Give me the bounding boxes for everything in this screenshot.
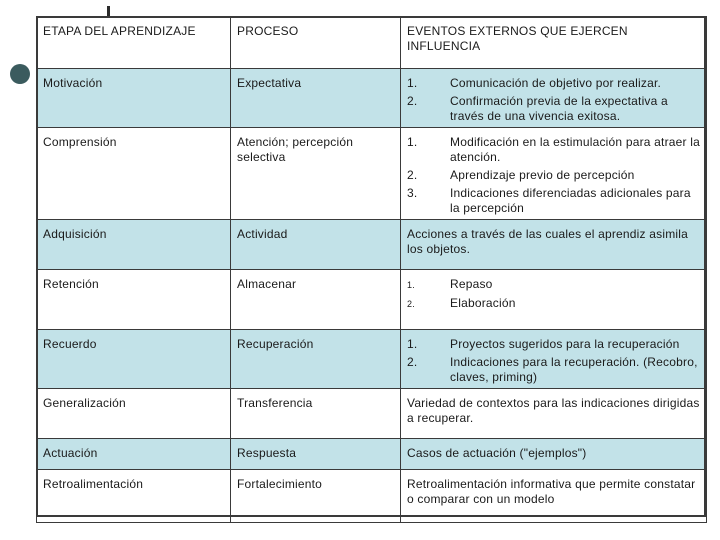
header-proceso: PROCESO — [231, 17, 401, 69]
cell-proceso: Almacenar — [231, 270, 401, 330]
cell-etapa: Actuación — [37, 439, 231, 470]
decorative-dot-dark — [10, 64, 30, 84]
header-eventos: EVENTOS EXTERNOS QUE EJERCEN INFLUENCIA — [401, 17, 707, 69]
list-item: 2. Elaboración — [407, 296, 516, 310]
cell-proceso: Fortalecimiento — [231, 470, 401, 523]
cell-eventos: Variedad de contextos para las indicaciones dirigidas a recuperar. — [401, 389, 707, 439]
list-item: 2. Aprendizaje previo de percepción — [407, 168, 635, 182]
cell-etapa: Generalización — [37, 389, 231, 439]
list-item: 2. Confirmación previa de la expectativa a través de una vivencia exitosa. — [407, 94, 668, 123]
cell-proceso: Actividad — [231, 220, 401, 270]
cell-proceso: Recuperación — [231, 330, 401, 389]
header-etapa: ETAPA DEL APRENDIZAJE — [37, 17, 231, 69]
cell-etapa: Motivación — [37, 69, 231, 128]
list-item: 1. Comunicación de objetivo por realizar. — [407, 76, 662, 90]
cell-etapa: Retención — [37, 270, 231, 330]
list-item: 1. Proyectos sugeridos para la recuperación — [407, 337, 680, 351]
cell-proceso: Respuesta — [231, 439, 401, 470]
list-item: 1. Repaso — [407, 277, 493, 291]
cell-proceso: Atención; percepción selectiva — [231, 128, 401, 220]
list-item: 1. Modificación en la estimulación para atraer la atención. — [407, 135, 700, 164]
cell-proceso: Transferencia — [231, 389, 401, 439]
cell-eventos: Acciones a través de las cuales el aprendiz asimila los objetos. — [401, 220, 707, 270]
cell-etapa: Adquisición — [37, 220, 231, 270]
cell-eventos: Casos de actuación ("ejemplos") — [401, 439, 707, 470]
cell-eventos: Retroalimentación informativa que permite constatar o comparar con un modelo — [401, 470, 707, 523]
list-item: 3. Indicaciones diferenciadas adicionales para la percepción — [407, 186, 691, 215]
list-item: 2. Indicaciones para la recuperación. (Recobro, claves, priming) — [407, 355, 698, 384]
cell-etapa: Comprensión — [37, 128, 231, 220]
table-outer-frame — [36, 16, 706, 517]
cell-etapa: Recuerdo — [37, 330, 231, 389]
cell-etapa: Retroalimentación — [37, 470, 231, 523]
cell-proceso: Expectativa — [231, 69, 401, 128]
